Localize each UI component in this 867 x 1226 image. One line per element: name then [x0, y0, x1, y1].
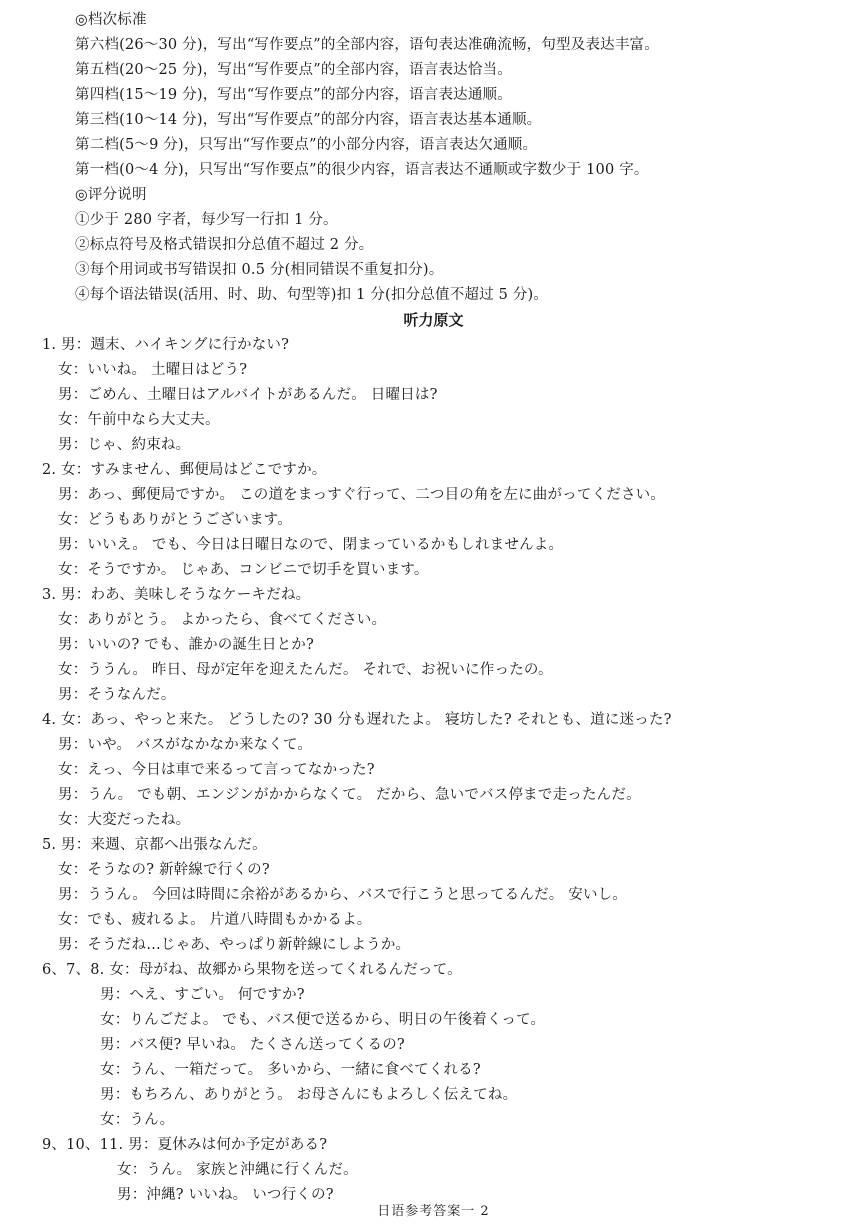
scoring-note: ③每个用词或书写错误扣 0.5 分(相同错误不重复扣分)。	[75, 262, 444, 278]
grade-line: 第六档(26～30 分)，写出“写作要点”的全部内容，语句表达准确流畅，句型及表达丰富。	[75, 37, 659, 53]
transcript-line: 女：いいね。 土曜日はどう?	[58, 362, 248, 378]
transcript-line: 女：ありがとう。 よかったら、食べてください。	[58, 612, 387, 628]
transcript-line: 男：ごめん、土曜日はアルバイトがあるんだ。 日曜日は?	[58, 387, 438, 403]
transcript-line: 5. 男：来週、京都へ出張なんだ。	[42, 837, 267, 853]
transcript-line: 女：うん。 家族と沖縄に行くんだ。	[117, 1162, 358, 1178]
transcript-line: 女：うん。	[100, 1112, 175, 1128]
transcript-line: 男：じゃ、約束ね。	[58, 437, 191, 453]
transcript-line: 男：あっ、郵便局ですか。 この道をまっすぐ行って、二つ目の角を左に曲がってください。	[58, 487, 666, 503]
page-footer: 日语参考答案一 2	[377, 1204, 490, 1219]
grade-line: 第四档(15～19 分)，写出“写作要点”的部分内容，语言表达通顺。	[75, 87, 512, 103]
transcript-line: 女：でも、疲れるよ。 片道八時間もかかるよ。	[58, 912, 372, 928]
transcript-line: 男：いや。 バスがなかなか来なくて。	[58, 737, 313, 753]
scoring-notes-title: ◎评分说明	[75, 187, 147, 203]
scoring-note: ④每个语法错误(活用、时、助、句型等)扣 1 分(扣分总值不超过 5 分)。	[75, 287, 549, 303]
transcript-line: 女：どうもありがとうございます。	[58, 512, 293, 528]
grade-line: 第三档(10～14 分)，写出“写作要点”的部分内容，语言表达基本通顺。	[75, 112, 542, 128]
transcript-line: 女：うん、一箱だって。 多いから、一緒に食べてくれる?	[100, 1062, 481, 1078]
transcript-line: 男：いいえ。 でも、今日は日曜日なので、閉まっているかもしれませんよ。	[58, 537, 564, 553]
transcript-line: 女：午前中なら大丈夫。	[58, 412, 220, 428]
transcript-line: 3. 男：わあ、美味しそうなケーキだね。	[42, 587, 311, 603]
transcript-line: 4. 女：あっ、やっと来た。 どうしたの? 30 分も遅れたよ。 寝坊した? それとも、道に迷った?	[42, 712, 672, 728]
transcript-title: 听力原文	[403, 311, 464, 329]
grade-line: 第二档(5～9 分)，只写出“写作要点”的小部分内容，语言表达欠通顺。	[75, 137, 538, 153]
transcript-line: 男：そうなんだ。	[58, 687, 176, 703]
transcript-line: 男：ううん。 今回は時間に余裕があるから、バスで行こうと思ってるんだ。 安いし。	[58, 887, 628, 903]
transcript-line: 女：ううん。 昨日、母が定年を迎えたんだ。 それで、お祝いに作ったの。	[58, 662, 553, 678]
scoring-note: ②标点符号及格式错误扣分总值不超过 2 分。	[75, 237, 374, 253]
grade-line: 第一档(0～4 分)，只写出“写作要点”的很少内容，语言表达不通顺或字数少于 100 字。	[75, 162, 649, 178]
transcript-line: 女：そうなの? 新幹線で行くの?	[58, 862, 270, 878]
transcript-line: 1. 男：週末、ハイキングに行かない?	[42, 337, 290, 353]
transcript-line: 女：えっ、今日は車で来るって言ってなかった?	[58, 762, 375, 778]
transcript-line: 男：バス便? 早いね。 たくさん送ってくるの?	[100, 1037, 405, 1053]
transcript-line: 女：そうですか。 じゃあ、コンビニで切手を買います。	[58, 562, 429, 578]
transcript-line: 男：いいの? でも、誰かの誕生日とか?	[58, 637, 314, 653]
transcript-line: 女：りんごだよ。 でも、バス便で送るから、明日の午後着くって。	[100, 1012, 546, 1028]
transcript-line: 男：そうだね…じゃあ、やっぱり新幹線にしようか。	[58, 937, 411, 953]
grade-criteria-title: ◎档次标准	[75, 12, 147, 28]
transcript-line: 女：大変だったね。	[58, 812, 191, 828]
transcript-line: 9、10、11. 男：夏休みは何か予定がある?	[42, 1137, 328, 1153]
transcript-line: 男：もちろん、ありがとう。 お母さんにもよろしく伝えてね。	[100, 1087, 518, 1103]
scoring-note: ①少于 280 字者，每少写一行扣 1 分。	[75, 212, 338, 228]
transcript-line: 男：うん。 でも朝、エンジンがかからなくて。 だから、急いでバス停まで走ったんだ。	[58, 787, 641, 803]
transcript-line: 6、7、8. 女：母がね、故郷から果物を送ってくれるんだって。	[42, 962, 462, 978]
transcript-line: 男：へえ、すごい。 何ですか?	[100, 987, 305, 1003]
transcript-line: 2. 女：すみません、郵便局はどこですか。	[42, 462, 327, 478]
transcript-line: 男：沖縄? いいね。 いつ行くの?	[117, 1187, 334, 1203]
grade-line: 第五档(20～25 分)，写出“写作要点”的全部内容，语言表达恰当。	[75, 62, 512, 78]
